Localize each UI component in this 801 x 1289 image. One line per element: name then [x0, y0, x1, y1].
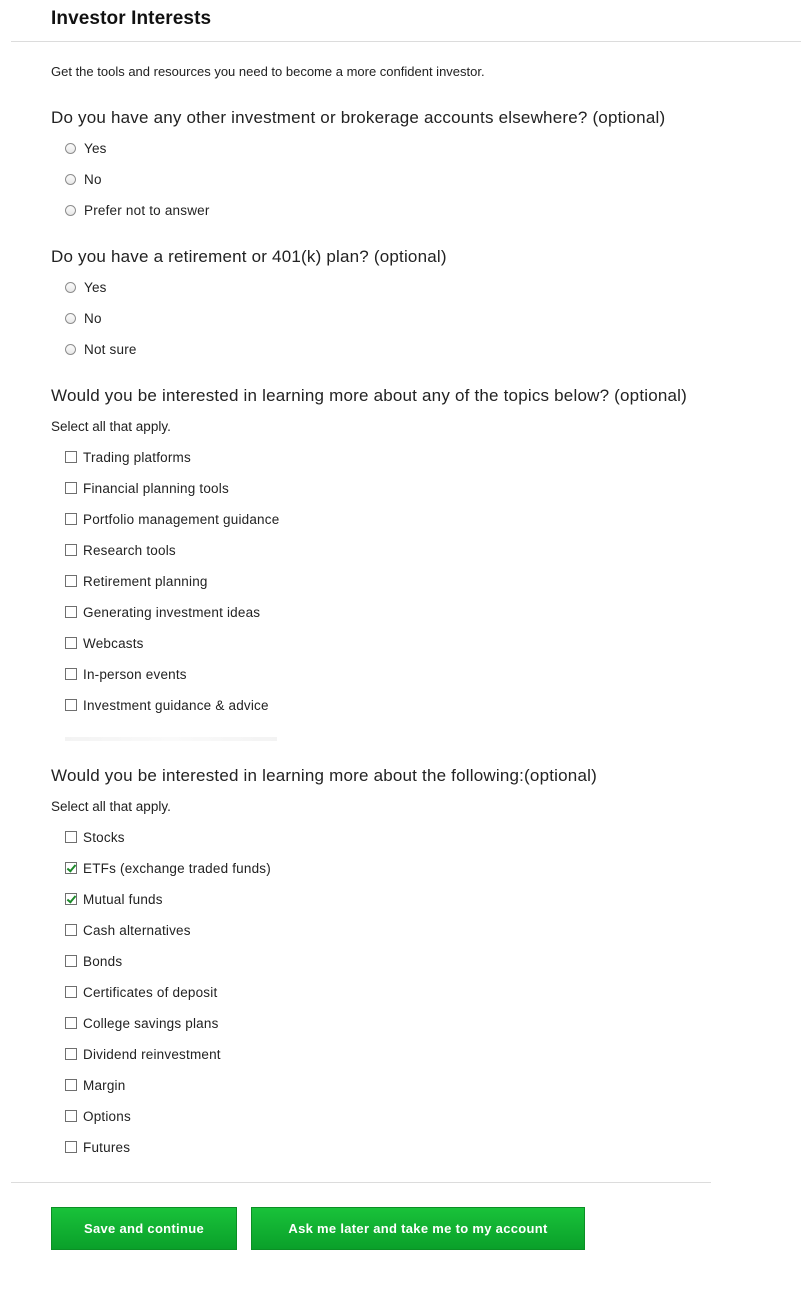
checkbox-option[interactable] [65, 1045, 221, 1063]
checkbox-label[interactable]: Trading platforms [83, 449, 191, 465]
checkbox-option[interactable] [65, 572, 208, 590]
radio-button[interactable] [65, 282, 76, 293]
radio-option-not-sure[interactable] [65, 340, 137, 358]
checkbox-label[interactable]: Retirement planning [83, 573, 208, 589]
checkbox[interactable] [65, 1048, 77, 1060]
checkbox[interactable] [65, 575, 77, 587]
header-divider [11, 41, 801, 42]
checkbox-option[interactable] [65, 603, 260, 621]
checkbox-option[interactable] [65, 665, 187, 683]
question-following: Would you be interested in learning more about the following:(optional) [51, 766, 597, 785]
checkbox[interactable] [65, 831, 77, 843]
checkbox-label[interactable]: Portfolio management guidance [83, 511, 280, 527]
radio-button[interactable] [65, 344, 76, 355]
checkbox-label[interactable]: Financial planning tools [83, 480, 229, 496]
checkbox-option[interactable] [65, 921, 191, 939]
checkbox-option[interactable] [65, 890, 163, 908]
checkbox-option[interactable] [65, 479, 229, 497]
checkbox[interactable] [65, 513, 77, 525]
checkbox-option[interactable] [65, 983, 217, 1001]
faded-divider [65, 737, 277, 741]
checkbox-option[interactable] [65, 541, 176, 559]
radio-label[interactable]: Yes [84, 279, 107, 295]
checkbox-option[interactable] [65, 859, 271, 877]
question-other-accounts: Do you have any other investment or brokerage accounts elsewhere? (optional) [51, 108, 666, 127]
checkbox-label[interactable]: Cash alternatives [83, 922, 191, 938]
checkbox[interactable] [65, 986, 77, 998]
radio-label[interactable]: Prefer not to answer [84, 202, 210, 218]
checkbox-option[interactable] [65, 510, 279, 528]
checkbox[interactable] [65, 699, 77, 711]
checkbox-label[interactable]: Bonds [83, 953, 123, 969]
checkbox-option[interactable] [65, 1107, 131, 1125]
question-retirement-plan: Do you have a retirement or 401(k) plan? (optional) [51, 247, 447, 266]
checkbox-checked[interactable] [65, 862, 77, 874]
checkbox-option[interactable] [65, 952, 122, 970]
page-title: Investor Interests [51, 8, 212, 29]
checkbox-label[interactable]: Webcasts [83, 635, 144, 651]
checkbox-label[interactable]: Investment guidance & advice [83, 697, 269, 713]
question-topics: Would you be interested in learning more about any of the topics below? (optional) [51, 386, 688, 405]
checkbox-label[interactable]: Futures [83, 1139, 131, 1155]
checkbox-option[interactable] [65, 448, 191, 466]
radio-label[interactable]: Not sure [84, 341, 137, 357]
checkbox[interactable] [65, 544, 77, 556]
radio-option-prefer-not[interactable] [65, 201, 210, 219]
checkbox-option[interactable] [65, 696, 269, 714]
checkbox-label[interactable]: Certificates of deposit [83, 984, 218, 1000]
checkbox-label[interactable]: College savings plans [83, 1015, 219, 1031]
radio-button[interactable] [65, 313, 76, 324]
checkbox-option[interactable] [65, 1076, 125, 1094]
select-all-hint: Select all that apply. [51, 419, 171, 434]
checkbox[interactable] [65, 482, 77, 494]
radio-button[interactable] [65, 205, 76, 216]
checkbox-label[interactable]: Dividend reinvestment [83, 1046, 221, 1062]
radio-label[interactable]: No [84, 171, 102, 187]
checkbox-checked[interactable] [65, 893, 77, 905]
checkbox[interactable] [65, 668, 77, 680]
checkbox[interactable] [65, 924, 77, 936]
radio-button[interactable] [65, 143, 76, 154]
checkbox-label[interactable]: Stocks [83, 829, 125, 845]
ask-me-later-button[interactable]: Ask me later and take me to my account [251, 1207, 585, 1250]
checkbox-label[interactable]: Research tools [83, 542, 176, 558]
checkbox-label[interactable]: Margin [83, 1077, 126, 1093]
checkbox-label[interactable]: Options [83, 1108, 131, 1124]
checkbox-option[interactable] [65, 1014, 219, 1032]
checkbox[interactable] [65, 955, 77, 967]
checkbox-option[interactable] [65, 828, 125, 846]
radio-label[interactable]: Yes [84, 140, 107, 156]
radio-button[interactable] [65, 174, 76, 185]
checkbox[interactable] [65, 1110, 77, 1122]
footer-divider [11, 1182, 711, 1183]
checkbox[interactable] [65, 1141, 77, 1153]
checkbox-option[interactable] [65, 634, 144, 652]
radio-option-no[interactable] [65, 170, 102, 188]
intro-text: Get the tools and resources you need to become a more confident investor. [51, 64, 485, 79]
radio-option-yes[interactable] [65, 139, 107, 157]
checkbox[interactable] [65, 1017, 77, 1029]
select-all-hint: Select all that apply. [51, 799, 171, 814]
checkbox-option[interactable] [65, 1138, 130, 1156]
checkbox[interactable] [65, 451, 77, 463]
checkbox[interactable] [65, 637, 77, 649]
checkbox-label[interactable]: Generating investment ideas [83, 604, 261, 620]
radio-option-yes[interactable] [65, 278, 107, 296]
checkbox[interactable] [65, 606, 77, 618]
save-and-continue-button[interactable]: Save and continue [51, 1207, 237, 1250]
checkbox-label[interactable]: Mutual funds [83, 891, 163, 907]
radio-option-no[interactable] [65, 309, 102, 327]
checkbox-label[interactable]: ETFs (exchange traded funds) [83, 860, 271, 876]
checkbox[interactable] [65, 1079, 77, 1091]
radio-label[interactable]: No [84, 310, 102, 326]
checkbox-label[interactable]: In-person events [83, 666, 187, 682]
